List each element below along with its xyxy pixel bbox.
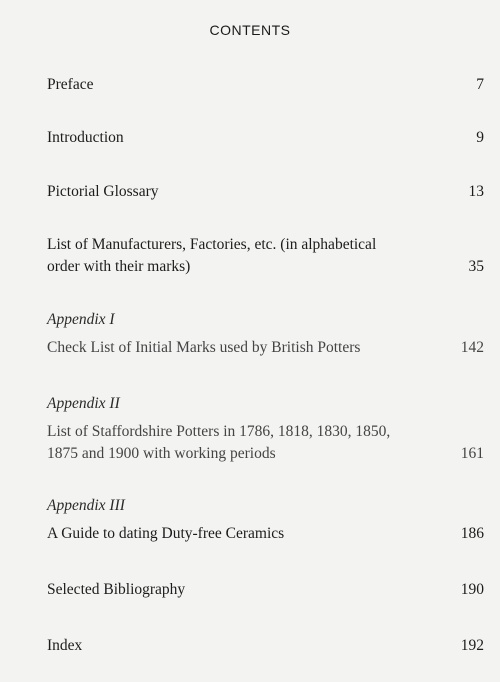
appendix-label-2: Appendix II <box>47 395 120 412</box>
toc-entry-page: 186 <box>460 525 484 542</box>
toc-entry-pictorial-glossary[interactable] <box>47 181 484 203</box>
toc-entry-selected-bibliography[interactable] <box>47 579 484 601</box>
toc-entry-title: Selected Bibliography <box>47 581 186 598</box>
toc-entry-preface[interactable] <box>47 74 484 96</box>
appendix-label-1: Appendix I <box>47 311 115 328</box>
toc-entry-title-line-2: 1875 and 1900 with working periods <box>47 445 276 462</box>
toc-entry-title: Introduction <box>47 129 124 146</box>
toc-entry-page: 161 <box>460 445 484 462</box>
toc-entry-title-line-1: List of Staffordshire Potters in 1786, 1818, 1830, 1850, <box>47 423 391 440</box>
toc-entry-page: 142 <box>460 339 484 356</box>
page-title: CONTENTS <box>209 22 291 38</box>
toc-entry-guide-to-dating-duty-free-ceramics[interactable] <box>47 523 484 545</box>
toc-entry-introduction[interactable] <box>47 127 484 149</box>
toc-entry-title: A Guide to dating Duty-free Ceramics <box>47 525 285 542</box>
toc-entry-title-line-1: List of Manufacturers, Factories, etc. (in alphabetical <box>47 236 377 253</box>
toc-entry-title: Index <box>47 637 83 654</box>
toc-entry-list-of-staffordshire-potters[interactable] <box>47 421 484 465</box>
toc-entry-list-of-manufacturers[interactable] <box>47 234 484 278</box>
toc-entry-title-line-2: order with their marks) <box>47 258 191 275</box>
toc-entry-index[interactable] <box>47 635 484 657</box>
toc-entry-check-list-of-initial-marks[interactable] <box>47 337 484 359</box>
toc-entry-page: 35 <box>468 258 484 275</box>
toc-entry-page: 13 <box>468 183 484 200</box>
toc-entry-page: 7 <box>476 76 484 93</box>
toc-entry-page: 192 <box>460 637 484 654</box>
toc-entry-title: Preface <box>47 76 94 93</box>
toc-entry-page: 9 <box>476 129 484 146</box>
toc-entry-title: Check List of Initial Marks used by British Potters <box>47 339 361 356</box>
appendix-label-3: Appendix III <box>47 497 125 514</box>
toc-entry-title: Pictorial Glossary <box>47 183 159 200</box>
toc-entry-page: 190 <box>460 581 484 598</box>
